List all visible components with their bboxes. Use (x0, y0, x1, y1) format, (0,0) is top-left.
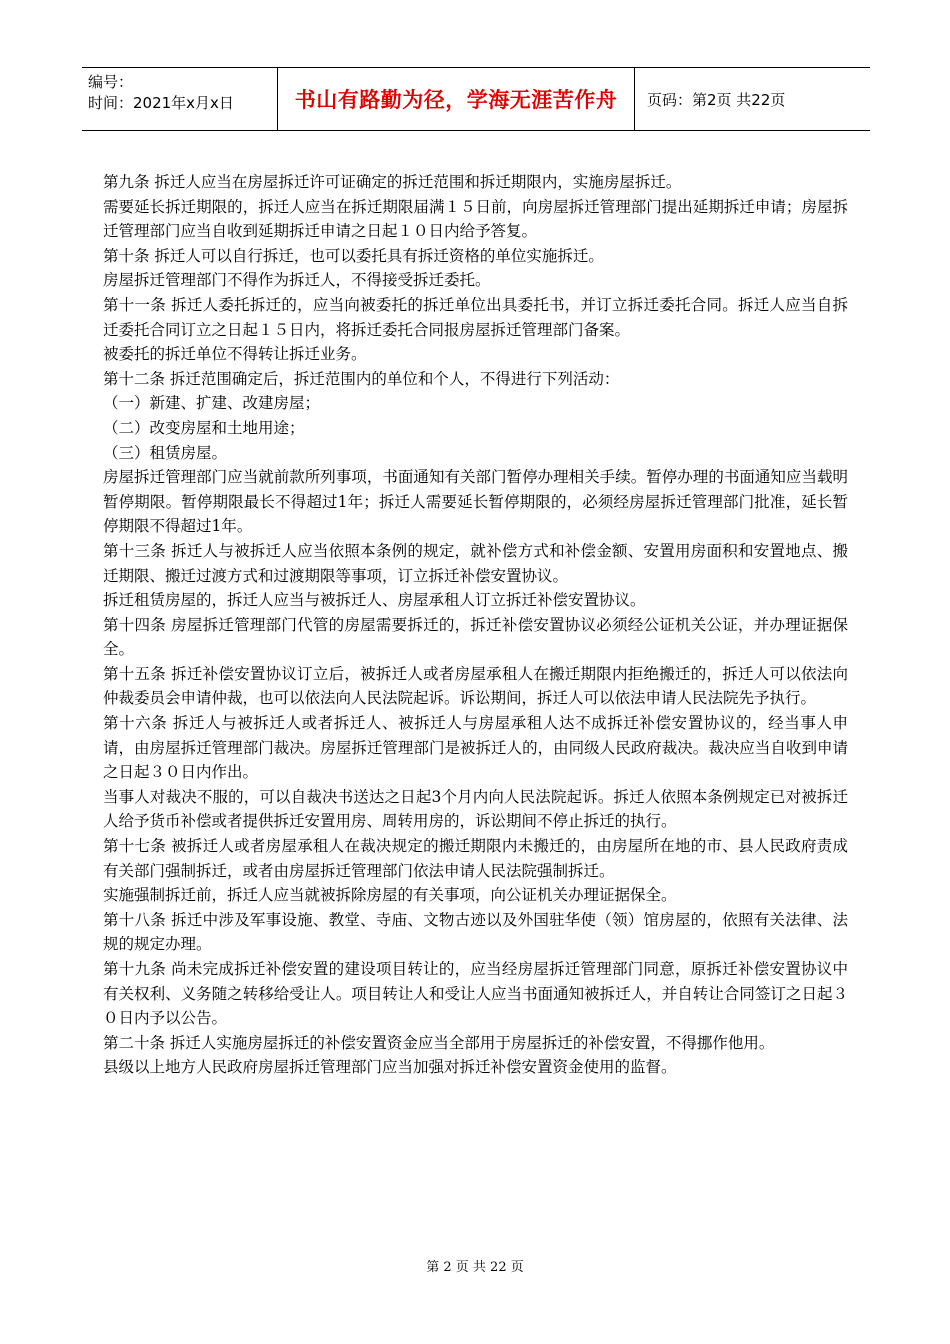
paragraph: 第十四条 房屋拆迁管理部门代管的房屋需要拆迁的，拆迁补偿安置协议必须经公证机关公证，并办理证据保全。 (103, 615, 848, 659)
paragraph: 县级以上地方人民政府房屋拆迁管理部门应当加强对拆迁补偿安置资金使用的监督。 (103, 1058, 677, 1077)
paragraph: 第十条 拆迁人可以自行拆迁，也可以委托具有拆迁资格的单位实施拆迁。 (103, 246, 604, 265)
paragraph: 第十八条 拆迁中涉及军事设施、教堂、寺庙、文物古迹以及外国驻华使（领）馆房屋的，依照有关法律、法规的规定办理。 (103, 910, 848, 954)
paragraph: 房屋拆迁管理部门不得作为拆迁人，不得接受拆迁委托。 (103, 271, 491, 290)
paragraph: 第十二条 拆迁范围确定后，拆迁范围内的单位和个人，不得进行下列活动： (103, 369, 620, 388)
paragraph: 第十六条 拆迁人与被拆迁人或者拆迁人、被拆迁人与房屋承租人达不成拆迁补偿安置协议的，经当事人申请，由房屋拆迁管理部门裁决。房屋拆迁管理部门是被拆迁人的，由同级人民政府裁决。裁决应当自收到申请之日起３０日内作出。 (103, 714, 848, 782)
paragraph: 第十九条 尚未完成拆迁补偿安置的建设项目转让的，应当经房屋拆迁管理部门同意，原拆迁补偿安置协议中有关权利、义务随之转移给受让人。项目转让人和受让人应当书面通知被拆迁人，并自转让合同签订之日起３０日内予以公告。 (103, 960, 848, 1028)
paragraph: 被委托的拆迁单位不得转让拆迁业务。 (103, 345, 367, 364)
page-header (82, 67, 870, 131)
paragraph: 拆迁租赁房屋的，拆迁人应当与被拆迁人、房屋承租人订立拆迁补偿安置协议。 (103, 591, 646, 610)
header-page-info: 页码：第2页 共22页 (647, 90, 786, 109)
header-meta (82, 68, 278, 130)
paragraph: 第十一条 拆迁人委托拆迁的，应当向被委托的拆迁单位出具委托书，并订立拆迁委托合同。拆迁人应当自拆迁委托合同订立之日起１５日内，将拆迁委托合同报房屋拆迁管理部门备案。 (103, 295, 848, 339)
header-motto: 书山有路勤为径，学海无涯苦作舟 (278, 68, 635, 130)
paragraph: 第十七条 被拆迁人或者房屋承租人在裁决规定的搬迁期限内未搬迁的，由房屋所在地的市、县人民政府责成有关部门强制拆迁，或者由房屋拆迁管理部门依法申请人民法院强制拆迁。 (103, 837, 848, 880)
paragraph: 第十五条 拆迁补偿安置协议订立后，被拆迁人或者房屋承租人在搬迁期限内拒绝搬迁的，拆迁人可以依法向仲裁委员会申请仲裁，也可以依法向人民法院起诉。诉讼期间，拆迁人可以依法申请人民法院先予执行。 (103, 664, 848, 708)
paragraph: 第九条 拆迁人应当在房屋拆迁许可证确定的拆迁范围和拆迁期限内，实施房屋拆迁。 (103, 173, 682, 191)
document-time-label: 时间：2021年x月x日 (88, 94, 234, 112)
document-number-label: 编号： (88, 73, 134, 91)
paragraph: 第二十条 拆迁人实施房屋拆迁的补偿安置资金应当全部用于房屋拆迁的补偿安置，不得挪作他用。 (103, 1033, 775, 1052)
paragraph: （一）新建、扩建、改建房屋； (103, 394, 321, 413)
paragraph: 需要延长拆迁期限的，拆迁人应当在拆迁期限届满１５日前，向房屋拆迁管理部门提出延期拆迁申请；房屋拆迁管理部门应当自收到延期拆迁申请之日起１０日内给予答复。 (103, 197, 848, 241)
paragraph: （三）租赁房屋。 (103, 443, 228, 462)
paragraph: 实施强制拆迁前，拆迁人应当就被拆除房屋的有关事项，向公证机关办理证据保全。 (103, 886, 677, 905)
paragraph: 房屋拆迁管理部门应当就前款所列事项，书面通知有关部门暂停办理相关手续。暂停办理的书面通知应当载明暂停期限。暂停期限最长不得超过1年；拆迁人需要延长暂停期限的，必须经房屋拆迁管理部门批准，延长暂停期限不得超过1年。 (103, 468, 848, 536)
paragraph: 当事人对裁决不服的，可以自裁决书送达之日起3个月内向人民法院起诉。拆迁人依照本条例规定已对被拆迁人给予货币补偿或者提供拆迁安置用房、周转用房的，诉讼期间不停止拆迁的执行。 (103, 787, 848, 831)
paragraph: （二）改变房屋和土地用途； (103, 418, 305, 437)
document-body (103, 170, 848, 1080)
page-footer: 第 2 页 共 22 页 (426, 1260, 524, 1275)
paragraph: 第十三条 拆迁人与被拆迁人应当依照本条例的规定，就补偿方式和补偿金额、安置用房面积和安置地点、搬迁期限、搬迁过渡方式和过渡期限等事项，订立拆迁补偿安置协议。 (103, 541, 848, 585)
